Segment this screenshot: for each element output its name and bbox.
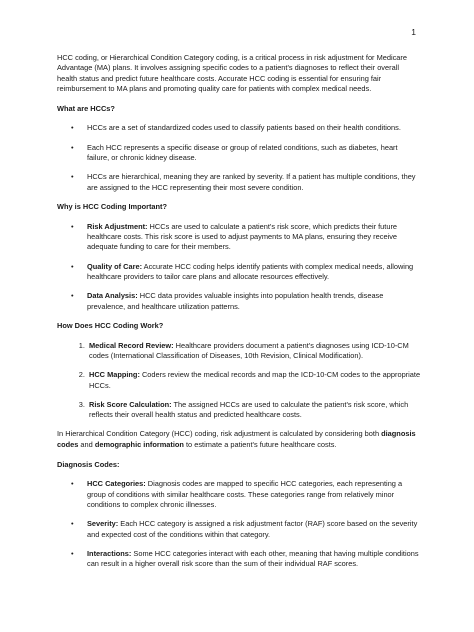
emphasis-diagnosis-codes: diagnosis codes [57,429,416,449]
bullet-icon: • [71,261,74,271]
diagnosis-codes-list [57,479,421,569]
bullet-icon: • [71,548,74,558]
list-item: • HCCs are hierarchical, meaning they are ranked by severity. If a patient has multiple conditions, they are assigned to the HCC representing their most severe condition. [71,172,416,192]
risk-adjustment-paragraph: In Hierarchical Condition Category (HCC) coding, risk adjustment is calculated by considering both diagnosis codes and demographic information to estimate a patient's future healthcare costs. [57,429,416,449]
list-item [71,291,421,312]
emphasis-demographic-information: demographic information [94,439,184,449]
bullet-icon: • [71,221,74,231]
bullet-icon: • [71,142,74,152]
list-item-term: Risk Score Calculation: [89,399,172,409]
list-item [71,548,421,570]
list-item: • Each HCC represents a specific disease or group of related conditions, such as diabetes, heart failure, or chronic kidney disease. [71,142,398,163]
list-item [71,221,421,253]
bullet-icon: • [71,172,74,182]
importance-list [57,222,421,312]
list-item [71,479,421,510]
page-number: 1 [411,27,416,37]
list-item [71,519,421,540]
hcc-definition-list [57,123,421,192]
list-item-term: HCC Mapping: [89,370,140,380]
process-steps-list [57,341,421,421]
section-heading-diagnosis-codes: Diagnosis Codes: [57,459,120,469]
list-item [71,261,421,283]
list-item-text: HCC data provides valuable insights into population health trends, disease prevalence, and healthcare utilization patterns. [87,291,384,311]
list-item-text: The assigned HCCs are used to calculate the patient's risk score, which reflects their overall health status and predicted healthcare costs. [89,399,409,420]
list-item-term: Medical Record Review: [89,340,174,350]
list-item-text: Diagnosis codes are mapped to specific HCC categories, each representing a group of conditions with similar healthcare costs. These categories range from relatively minor conditions to complex chronic illnesses. [87,479,403,509]
bullet-icon: • [71,479,74,489]
list-item [87,370,421,391]
intro-paragraph: HCC coding, or Hierarchical Condition Category coding, is a critical process in risk adjustment for Medicare Advantage (MA) plans. It involves assigning specific codes to a patient's diagnoses to reflect their overall health status and predict future healthcare costs. Accurate HCC coding is essential for ensuring fair reimbursement to MA plans and promoting quality care for patients with complex medical needs. [57,53,407,93]
list-item-term: Risk Adjustment: [87,221,148,231]
list-item-text: Coders review the medical records and map the ICD-10-CM codes to the appropriate HCCs. [89,370,421,390]
list-item-term: Data Analysis: [87,291,138,301]
list-item [87,400,421,421]
list-item-term: Severity: [87,519,119,529]
bullet-icon: • [71,123,74,133]
document-body [57,53,421,578]
list-item-term: Quality of Care: [87,261,143,271]
section-heading-how-it-works: How Does HCC Coding Work? [57,320,164,330]
section-heading-what-are-hccs: What are HCCs? [57,103,115,113]
list-item-text: Each HCC category is assigned a risk adjustment factor (RAF) score based on the severity and expected cost of the conditions within that category. [87,519,418,539]
list-item: • HCCs are a set of standardized codes used to classify patients based on their health conditions. [71,123,401,133]
bullet-icon: • [71,519,74,529]
list-item-text: Healthcare providers document a patient's diagnoses using ICD-10-CM codes (International Classification of Diseases, 10th Revision, Clinical Modification). [89,340,409,360]
list-item-term: Interactions: [87,548,132,558]
section-heading-why-important: Why is HCC Coding Important? [57,201,168,211]
bullet-icon: • [71,291,74,301]
list-item-term: HCC Categories: [87,479,146,489]
list-item-text: Accurate HCC coding helps identify patients with complex medical needs, allowing healthcare providers to tailor care plans and allocate resources effectively. [87,261,414,281]
list-item-text: HCCs are used to calculate a patient's risk score, which predicts their future healthcare costs. This risk score is used to adjust payments to MA plans, ensuring they receive adequate funding to care for their members. [87,221,398,252]
list-item [87,341,421,362]
list-item-text: Some HCC categories interact with each other, meaning that having multiple conditions can result in a higher overall risk score than the sum of their individual RAF scores. [87,548,419,569]
